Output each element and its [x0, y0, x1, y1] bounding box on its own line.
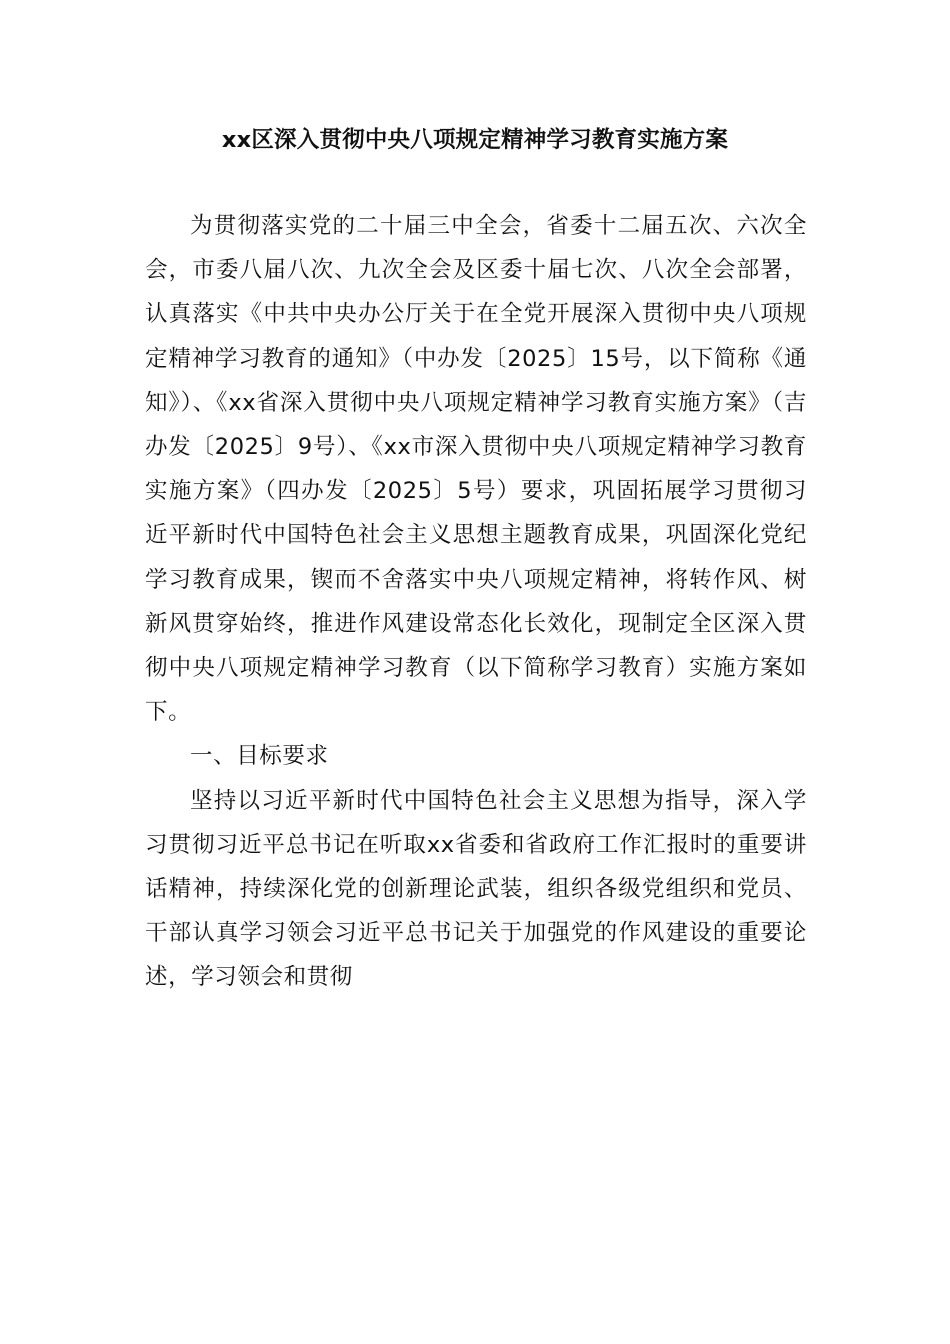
section-heading-goals: 一、目标要求: [190, 743, 329, 770]
document-title: xx区深入贯彻中央八项规定精神学习教育实施方案: [221, 127, 729, 153]
section-paragraph-goals: 坚持以习近平新时代中国特色社会主义思想为指导，深入学习贯彻习近平总书记在听取xx省委和省政府工作汇报时的重要讲话精神，持续深化党的创新理论武装，组织各级党组织和党员、干部认真学习领会习近平总书记关于加强党的作风建设的重要论述，学习领会和贯彻: [145, 787, 807, 991]
document-body: [145, 204, 807, 1000]
intro-paragraph: 为贯彻落实党的二十届三中全会，省委十二届五次、六次全会，市委八届八次、九次全会及区委十届七次、八次全会部署，认真落实《中共中央办公厅关于在全党开展深入贯彻中央八项规定精神学习教育的通知》（中办发〔2025〕15号，以下简称《通知》）、《xx省深入贯彻中央八项规定精神学习教育实施方案》（吉办发〔2025〕9号）、《xx市深入贯彻中央八项规定精神学习教育实施方案》（四办发〔2025〕5号）要求，巩固拓展学习贯彻习近平新时代中国特色社会主义思想主题教育成果，巩固深化党纪学习教育成果，锲而不舍落实中央八项规定精神，将转作风、树新风贯穿始终，推进作风建设常态化长效化，现制定全区深入贯彻中央八项规定精神学习教育（以下简称学习教育）实施方案如下。: [145, 213, 807, 726]
